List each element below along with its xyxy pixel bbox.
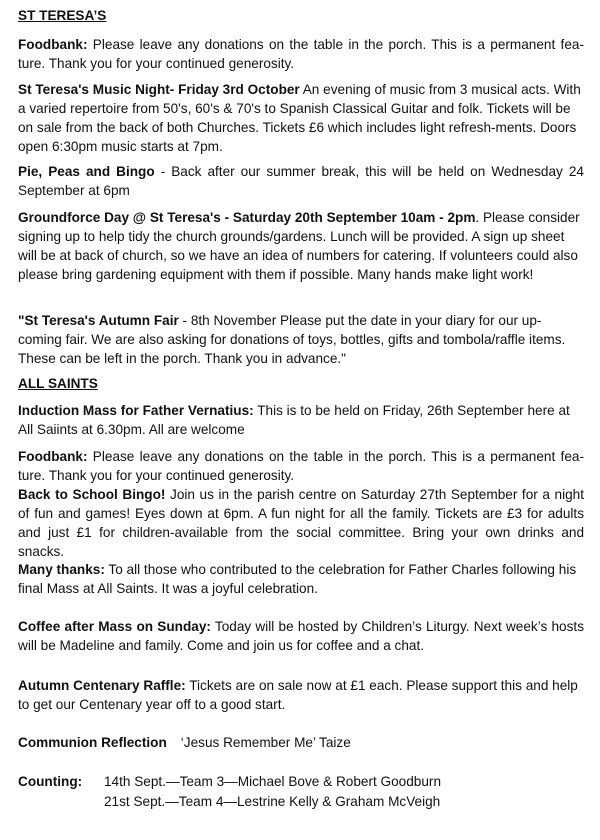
groundforce-day-notice <box>18 208 584 284</box>
counting-row-1 <box>18 772 584 791</box>
school-bingo-title: Back to School Bingo! <box>18 487 166 502</box>
communion-reflection-title: Communion Reflection <box>18 735 167 750</box>
all-saints-foodbank-text: Please leave any donations on the table in the porch. This is a permanent fea-ture. Thank you for your continued generosity. <box>18 449 584 483</box>
communion-reflection-text: ‘Jesus Remember Me’ Taize <box>180 735 351 750</box>
school-bingo-notice <box>18 485 584 561</box>
induction-mass-notice <box>18 401 584 439</box>
autumn-fair-title: "St Teresa's Autumn Fair <box>18 313 179 328</box>
many-thanks-text: To all those who contributed to the celebration for Father Charles following his final Mass at All Saints. It was a joyful celebration. <box>18 562 577 596</box>
coffee-after-mass-notice <box>18 617 584 655</box>
induction-mass-title: Induction Mass for Father Vernatius: <box>18 403 254 418</box>
autumn-fair-text: - 8th November Please put the date in your diary for our up-coming fair. We are also asking for donations of toys, bottles, gifts and tombola/raffle items. These can be left in the porch. Thank you in advance." <box>18 313 566 366</box>
st-teresas-foodbank-notice <box>18 35 584 73</box>
centenary-raffle-title: Autumn Centenary Raffle: <box>18 678 186 693</box>
all-saints-foodbank-notice <box>18 447 584 485</box>
centenary-raffle-text: Tickets are on sale now at £1 each. Please support this and help to get our Centenary year off to a good start. <box>18 678 578 712</box>
many-thanks-notice <box>18 560 584 598</box>
music-night-notice <box>18 80 584 156</box>
all-saints-heading: ALL SAINTS <box>18 376 98 391</box>
groundforce-day-title: Groundforce Day @ St Teresa's - Saturday 20th September 10am - 2pm <box>18 210 476 225</box>
counting-label: Counting: <box>18 774 83 789</box>
counting-team-entry: 21st Sept.—Team 4—Lestrine Kelly & Graham McVeigh <box>104 794 441 809</box>
music-night-text: An evening of music from 3 musical acts. With a varied repertoire from 50's, 60's & 70's to Spanish Classical Guitar and folk. Tickets will be on sale from the back of both Churches. Tickets £6 which includes light refresh-ments. Doors open 6:30pm music starts at 7pm. <box>18 82 581 154</box>
counting-row-2 <box>18 792 584 811</box>
pie-peas-bingo-notice <box>18 162 584 200</box>
counting-team-entry: 14th Sept.—Team 3—Michael Bove & Robert Goodburn <box>104 774 442 789</box>
st-teresas-foodbank-text: Please leave any donations on the table in the porch. This is a permanent fea-ture. Thank you for your continued generosity. <box>18 37 584 71</box>
induction-mass-text: This is to be held on Friday, 26th September here at All Saiints at 6.30pm. All are welcome <box>18 403 570 437</box>
communion-reflection-line <box>18 733 584 752</box>
centenary-raffle-notice <box>18 676 584 714</box>
pie-peas-bingo-title: Pie, Peas and Bingo <box>18 164 155 179</box>
music-night-title: St Teresa's Music Night- Friday 3rd October <box>18 82 300 97</box>
groundforce-day-text: . Please consider signing up to help tidy the church grounds/gardens. Lunch will be provided. A sign up sheet will be at back of church, so we have an idea of numbers for catering. If volunteers could also please bring gardening equipment with them if possible. Many hands make light work! <box>18 210 580 282</box>
st-teresas-heading: ST TERESA’S <box>18 8 107 23</box>
coffee-after-mass-text: Today will be hosted by Children’s Liturgy. Next week’s hosts will be Madeline and family. Come and join us for coffee and a chat. <box>18 619 584 653</box>
pie-peas-bingo-text: - Back after our summer break, this will be held on Wednesday 24 September at 6pm <box>18 164 584 198</box>
school-bingo-text: Join us in the parish centre on Saturday 27th September for a night of fun and games! Eyes down at 6pm. A fun night for all the family. Tickets are £3 for adults and just £1 for children-available from the social committee. Bring your own drinks and snacks. <box>18 487 584 559</box>
many-thanks-title: Many thanks: <box>18 562 105 577</box>
autumn-fair-notice <box>18 311 584 368</box>
st-teresas-foodbank-title: Foodbank: <box>18 37 88 52</box>
all-saints-foodbank-title: Foodbank: <box>18 449 88 464</box>
coffee-after-mass-title: Coffee after Mass on Sunday: <box>18 619 211 634</box>
